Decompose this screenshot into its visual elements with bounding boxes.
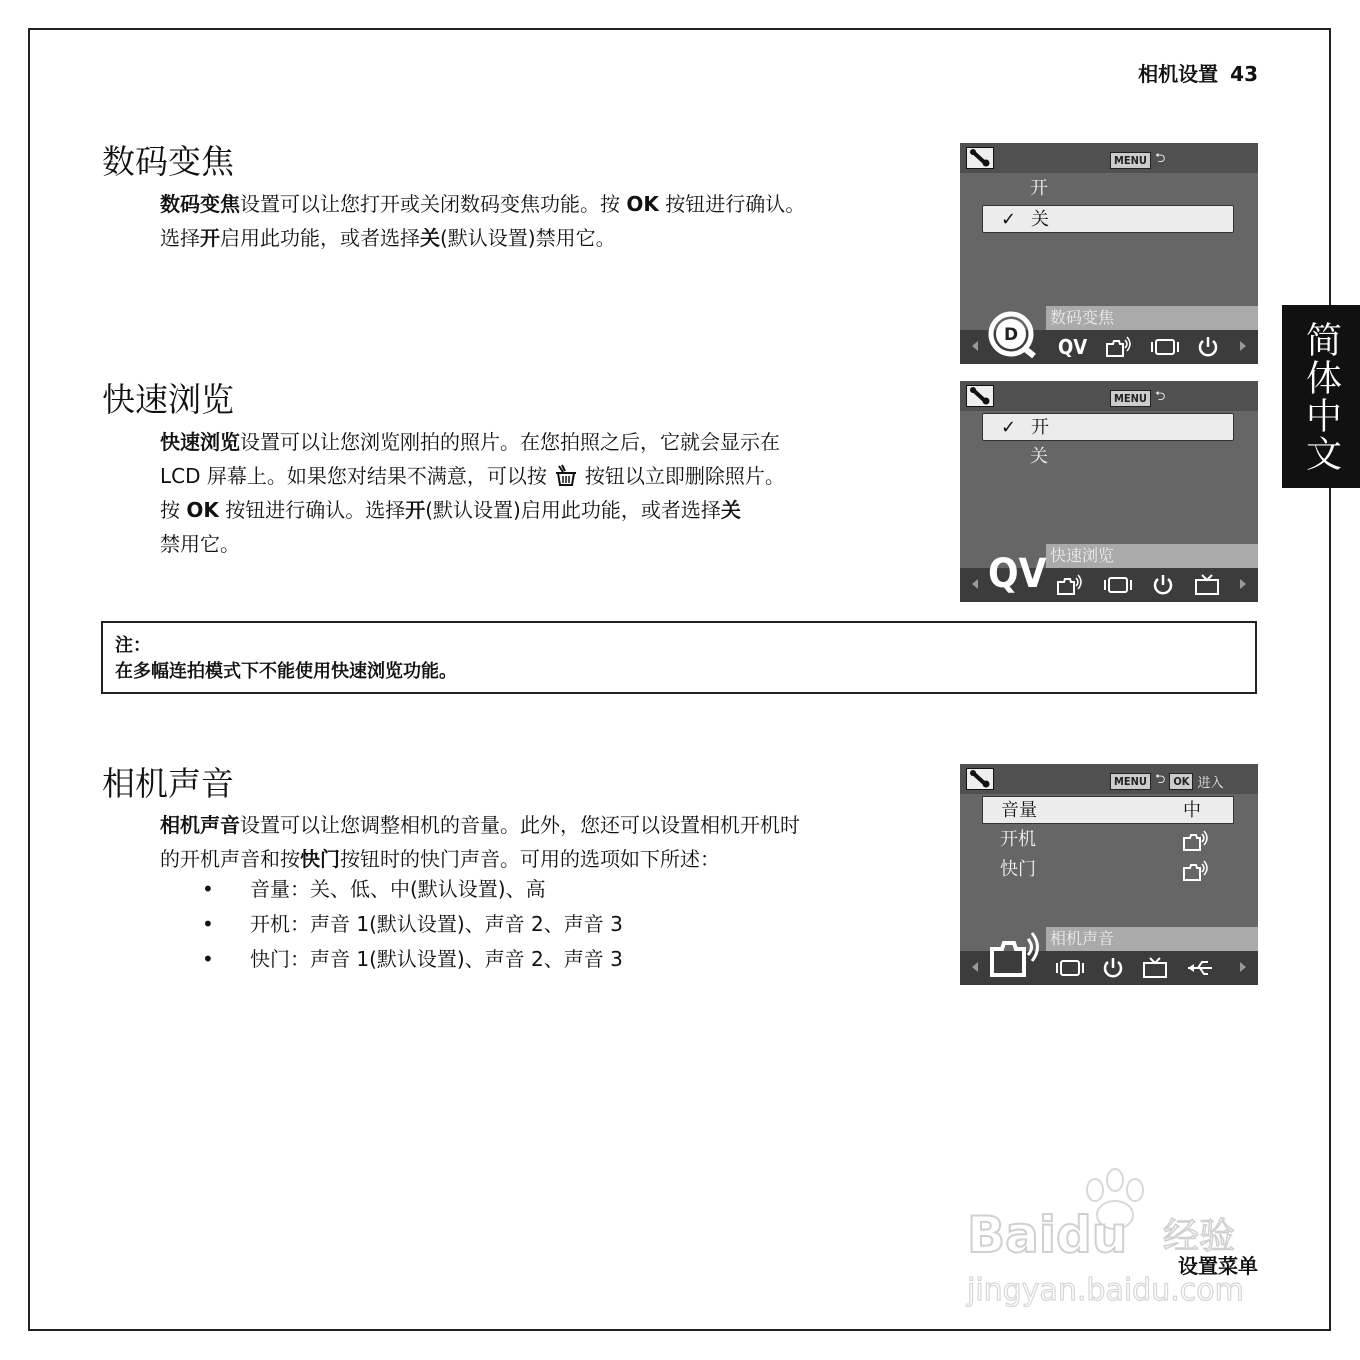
- menu-back-hint: [1110, 149, 1165, 171]
- ok-key: OK: [1169, 773, 1193, 790]
- paragraph-digital-zoom: [160, 187, 935, 255]
- text: 按: [160, 498, 187, 522]
- camera-screen-quick-view: [960, 381, 1258, 602]
- section-title-camera-sound: 相机声音: [102, 764, 234, 803]
- left-arrow-icon[interactable]: [972, 341, 978, 351]
- screen-bottom: [960, 927, 1258, 985]
- right-arrow-icon[interactable]: [1240, 579, 1246, 589]
- power-icon[interactable]: [1197, 336, 1219, 358]
- sound-icon[interactable]: [1056, 574, 1084, 596]
- on-term: 开: [200, 226, 220, 250]
- wrench-icon: [966, 768, 994, 790]
- footer-section-label: 设置菜单: [1178, 1254, 1258, 1278]
- list-item: • 快门：声音 1(默认设置)、声音 2、声音 3: [200, 942, 623, 977]
- screen-bottom: [960, 306, 1258, 364]
- row-startup[interactable]: [982, 826, 1234, 854]
- watermark-sub: 经验: [1163, 1216, 1236, 1257]
- text: (默认设置)禁用它。: [440, 226, 616, 250]
- menu-key: MENU: [1110, 152, 1151, 169]
- off-term: 关: [720, 498, 741, 522]
- paragraph-quick-view: [160, 425, 935, 561]
- check-icon: ✓: [1001, 209, 1017, 230]
- lcd-icon[interactable]: [1151, 338, 1179, 356]
- text: 启用此功能，或者选择: [220, 226, 420, 250]
- power-icon[interactable]: [1152, 574, 1174, 596]
- qv-large-icon: QV: [988, 551, 1047, 597]
- watermark-brand: Baidu: [967, 1206, 1128, 1264]
- qv-icon[interactable]: QV: [1058, 335, 1088, 359]
- menu-icons: [1056, 951, 1216, 985]
- ok-term: OK: [186, 498, 219, 522]
- term: 相机声音: [160, 813, 240, 837]
- page-header: [1138, 58, 1258, 87]
- screen-top-bar: [960, 381, 1258, 411]
- lcd-icon[interactable]: [1056, 959, 1084, 977]
- text: 按钮以立即删除照片。: [584, 464, 785, 488]
- check-icon: ✓: [1001, 417, 1017, 438]
- left-arrow-icon[interactable]: [972, 579, 978, 589]
- text: (默认设置)启用此功能，或者选择: [425, 498, 721, 522]
- menu-icons: [1056, 568, 1220, 602]
- row-shutter[interactable]: [982, 856, 1234, 884]
- option-on[interactable]: [982, 175, 1234, 203]
- camera-screen-camera-sound: [960, 764, 1258, 985]
- option-label: 开: [1030, 178, 1048, 199]
- list-item: • 开机：声音 1(默认设置)、声音 2、声音 3: [200, 907, 623, 942]
- note-text: 在多幅连拍模式下不能使用快速浏览功能。: [115, 661, 457, 682]
- screen-bottom: [960, 544, 1258, 602]
- menu-back-hint: [1110, 770, 1223, 792]
- back-arrow-icon: ⮌: [1154, 772, 1166, 787]
- section-title-quick-view: 快速浏览: [102, 380, 234, 419]
- screen-top-bar: [960, 143, 1258, 173]
- wrench-icon: [966, 147, 994, 169]
- sound-large-icon: [988, 929, 1046, 981]
- term: 快速浏览: [160, 430, 240, 454]
- section-title-digital-zoom: 数码变焦: [102, 142, 234, 181]
- back-arrow-icon: ⮌: [1154, 151, 1166, 166]
- on-term: 开: [405, 498, 426, 522]
- term: 数码变焦: [160, 192, 240, 216]
- option-label: 关: [1031, 209, 1049, 230]
- camera-screen-digital-zoom: [960, 143, 1258, 364]
- sound-icon: [1182, 830, 1210, 852]
- lcd-icon[interactable]: [1104, 576, 1132, 594]
- menu-back-hint: [1110, 387, 1165, 409]
- options-list: [200, 872, 623, 977]
- usb-icon[interactable]: [1186, 959, 1216, 977]
- text: 按钮进行确认。选择: [218, 498, 406, 522]
- baidu-watermark: [965, 1160, 1285, 1310]
- option-on[interactable]: [982, 413, 1234, 441]
- row-label: 快门: [1000, 859, 1036, 880]
- text: 设置可以让您浏览刚拍的照片。在您拍照之后，它就会显示在: [240, 430, 780, 454]
- note-box: [101, 621, 1257, 694]
- trash-icon: [553, 464, 579, 486]
- header-title: 相机设置: [1138, 62, 1219, 86]
- menu-key: MENU: [1110, 390, 1151, 407]
- row-label: 音量: [1001, 800, 1037, 821]
- menu-key: MENU: [1110, 773, 1151, 790]
- language-tab: [1282, 305, 1360, 488]
- svg-text:D: D: [1003, 325, 1019, 345]
- power-icon[interactable]: [1102, 957, 1124, 979]
- text: 按钮进行确认。: [658, 192, 806, 216]
- row-volume[interactable]: [982, 796, 1234, 824]
- option-off[interactable]: [982, 205, 1234, 233]
- text: 设置可以让您打开或关闭数码变焦功能。按: [240, 192, 627, 216]
- option-label: 关: [1030, 446, 1048, 467]
- row-label: 开机: [1000, 829, 1036, 850]
- menu-icons: [1058, 330, 1219, 364]
- right-arrow-icon[interactable]: [1240, 962, 1246, 972]
- digital-zoom-icon: [984, 308, 1042, 360]
- back-arrow-icon: ⮌: [1154, 389, 1166, 404]
- enter-label: 进入: [1197, 775, 1224, 791]
- watermark-url: jingyan.baidu.com: [967, 1273, 1244, 1308]
- sound-icon[interactable]: [1105, 336, 1133, 358]
- shutter-term: 快门: [300, 847, 340, 871]
- screen-label: 快速浏览: [1046, 544, 1258, 568]
- paragraph-camera-sound: [160, 808, 935, 876]
- list-item: • 音量：关、低、中(默认设置)、高: [200, 872, 623, 907]
- option-label: 开: [1031, 417, 1049, 438]
- text: 设置可以让您调整相机的音量。此外，您还可以设置相机开机时: [240, 813, 800, 837]
- note-label: 注：: [115, 635, 151, 656]
- text: 禁用它。: [160, 532, 240, 556]
- option-off[interactable]: [982, 443, 1234, 471]
- text: 的开机声音和按: [160, 847, 300, 871]
- off-term: 关: [420, 226, 440, 250]
- screen-label: 数码变焦: [1046, 306, 1258, 330]
- screen-top-bar: [960, 764, 1258, 794]
- screen-label: 相机声音: [1046, 927, 1258, 951]
- sound-icon: [1182, 860, 1210, 882]
- ok-term: OK: [626, 192, 659, 216]
- tv-icon[interactable]: [1142, 957, 1168, 979]
- text: 按钮时的快门声音。可用的选项如下所述：: [340, 847, 720, 871]
- language-tab-label: 简体中文: [1300, 320, 1342, 473]
- left-arrow-icon[interactable]: [972, 962, 978, 972]
- page-number: 43: [1230, 62, 1258, 86]
- right-arrow-icon[interactable]: [1240, 341, 1246, 351]
- row-value: 中: [1183, 800, 1201, 821]
- text: LCD 屏幕上。如果您对结果不满意，可以按: [160, 464, 547, 488]
- text: 选择: [160, 226, 200, 250]
- wrench-icon: [966, 385, 994, 407]
- tv-icon[interactable]: [1194, 574, 1220, 596]
